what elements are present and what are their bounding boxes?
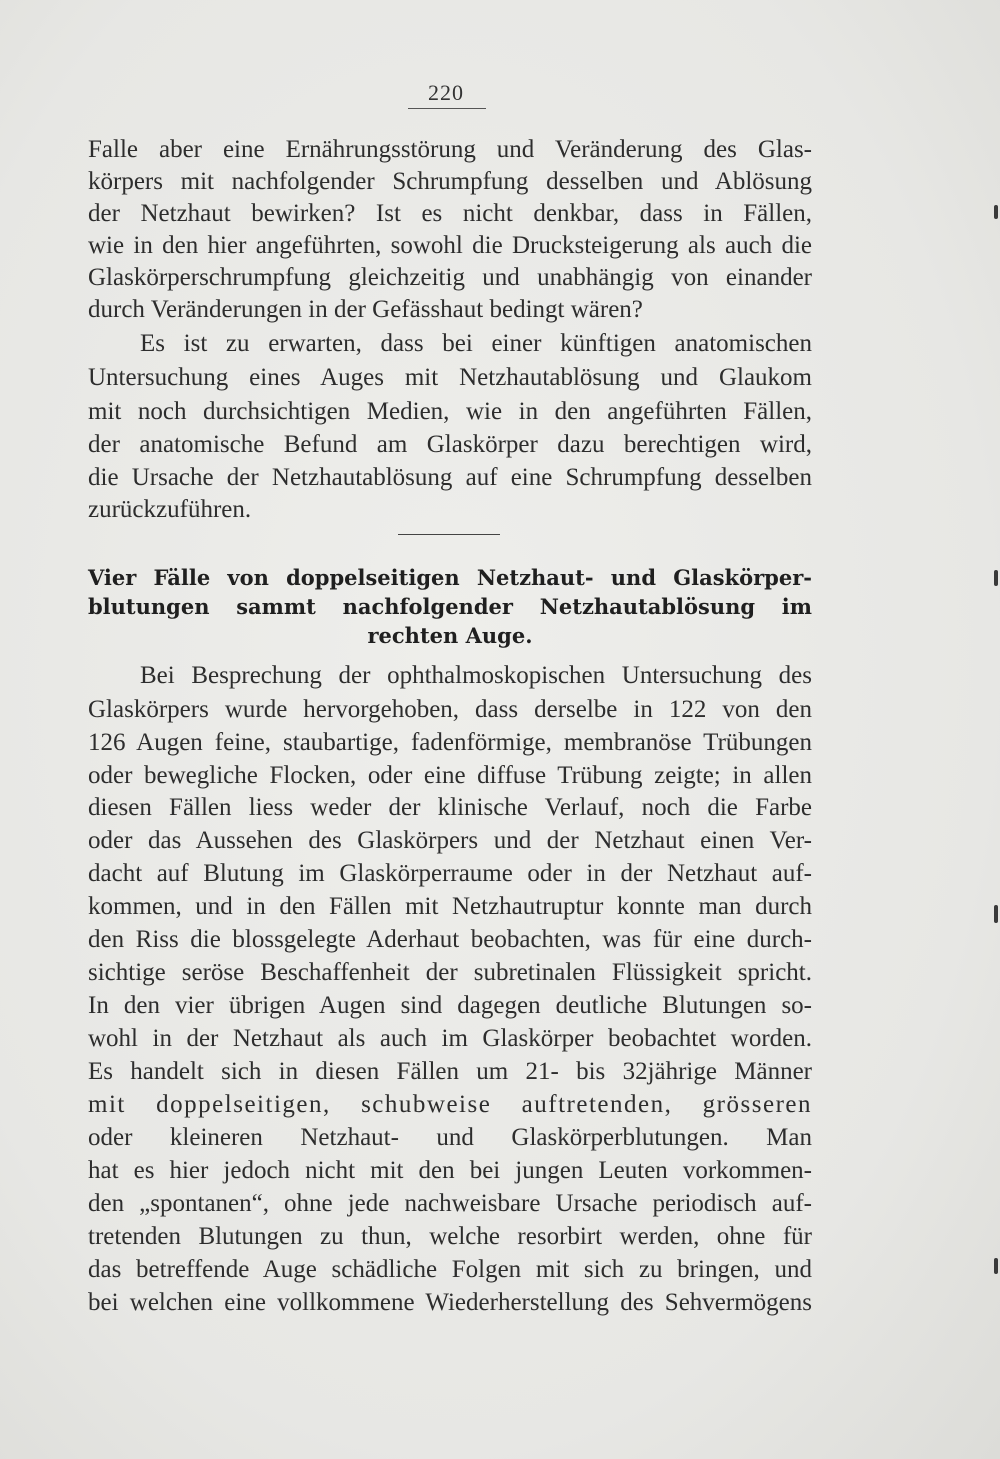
text-line: durch Veränderungen in der Gefässhaut bedingt wären?	[88, 296, 643, 323]
text-line: die Ursache der Netzhautablösung auf eine Schrumpfung desselben	[88, 464, 812, 491]
text-line: In den vier übrigen Augen sind dagegen deutliche Blutungen so-	[88, 992, 812, 1019]
text-line: das betreffende Auge schädliche Folgen mit sich zu bringen, und	[88, 1256, 812, 1283]
text-line: Bei Besprechung der ophthalmoskopischen Untersuchung des	[140, 662, 812, 689]
page-edge-mark	[994, 905, 998, 923]
text-line: Falle aber eine Ernährungsstörung und Veränderung des Glas-	[88, 136, 812, 163]
text-line: körpers mit nachfolgender Schrumpfung desselben und Ablösung	[88, 168, 812, 195]
page-number-rule	[408, 108, 486, 109]
text-line: Es handelt sich in diesen Fällen um 21- bis 32jährige Männer	[88, 1058, 812, 1085]
text-line: Glaskörpers wurde hervorgehoben, dass derselbe in 122 von den	[88, 696, 812, 723]
text-line: Untersuchung eines Auges mit Netzhautablösung und Glaukom	[88, 364, 812, 391]
page-number: 220	[428, 80, 464, 105]
text-line: zurückzuführen.	[88, 496, 252, 523]
text-line: Es ist zu erwarten, dass bei einer künftigen anatomischen	[140, 330, 812, 357]
text-line: 126 Augen feine, staubartige, fadenförmige, membranöse Trübungen	[88, 729, 812, 756]
text-line: sichtige seröse Beschaffenheit der subretinalen Flüssigkeit spricht.	[88, 959, 812, 986]
text-line: oder das Aussehen des Glaskörpers und der Netzhaut einen Ver-	[88, 827, 812, 854]
text-line: Glaskörperschrumpfung gleichzeitig und unabhängig von einander	[88, 264, 812, 291]
text-line: mit noch durchsichtigen Medien, wie in den angeführten Fällen,	[88, 398, 812, 425]
text-line: bei welchen eine vollkommene Wiederherstellung des Sehvermögens	[88, 1289, 812, 1316]
text-line: mit doppelseitigen, schubweise auftretenden, grösseren	[88, 1091, 812, 1118]
section-heading-line: Vier Fälle von doppelseitigen Netzhaut- und Glaskörper-	[88, 565, 812, 590]
section-heading-line: rechten Auge.	[367, 623, 533, 648]
text-line: wohl in der Netzhaut als auch im Glaskörper beobachtet worden.	[88, 1025, 812, 1052]
page-edge-mark	[994, 1258, 998, 1274]
page-edge-mark	[994, 570, 998, 586]
text-line: dacht auf Blutung im Glaskörperraume oder in der Netzhaut auf-	[88, 860, 812, 887]
section-heading-line: blutungen sammt nachfolgender Netzhautablösung im	[88, 594, 812, 619]
text-line: hat es hier jedoch nicht mit den bei jungen Leuten vorkommen-	[88, 1157, 812, 1184]
page-edge-mark	[994, 205, 998, 219]
text-line: oder bewegliche Flocken, oder eine diffuse Trübung zeigte; in allen	[88, 762, 812, 789]
text-line: der anatomische Befund am Glaskörper dazu berechtigen wird,	[88, 431, 812, 458]
text-line: der Netzhaut bewirken? Ist es nicht denkbar, dass in Fällen,	[88, 200, 812, 227]
text-line: oder kleineren Netzhaut- und Glaskörperblutungen. Man	[88, 1124, 812, 1151]
text-line: tretenden Blutungen zu thun, welche resorbirt werden, ohne für	[88, 1223, 812, 1250]
text-line: wie in den hier angeführten, sowohl die Drucksteigerung als auch die	[88, 232, 812, 259]
text-line: den „spontanen“, ohne jede nachweisbare Ursache periodisch auf-	[88, 1190, 812, 1217]
text-line: kommen, und in den Fällen mit Netzhautruptur konnte man durch	[88, 893, 812, 920]
text-line: den Riss die blossgelegte Aderhaut beobachten, was für eine durch-	[88, 926, 812, 953]
section-divider	[398, 534, 500, 535]
text-line: diesen Fällen liess weder der klinische Verlauf, noch die Farbe	[88, 794, 812, 821]
